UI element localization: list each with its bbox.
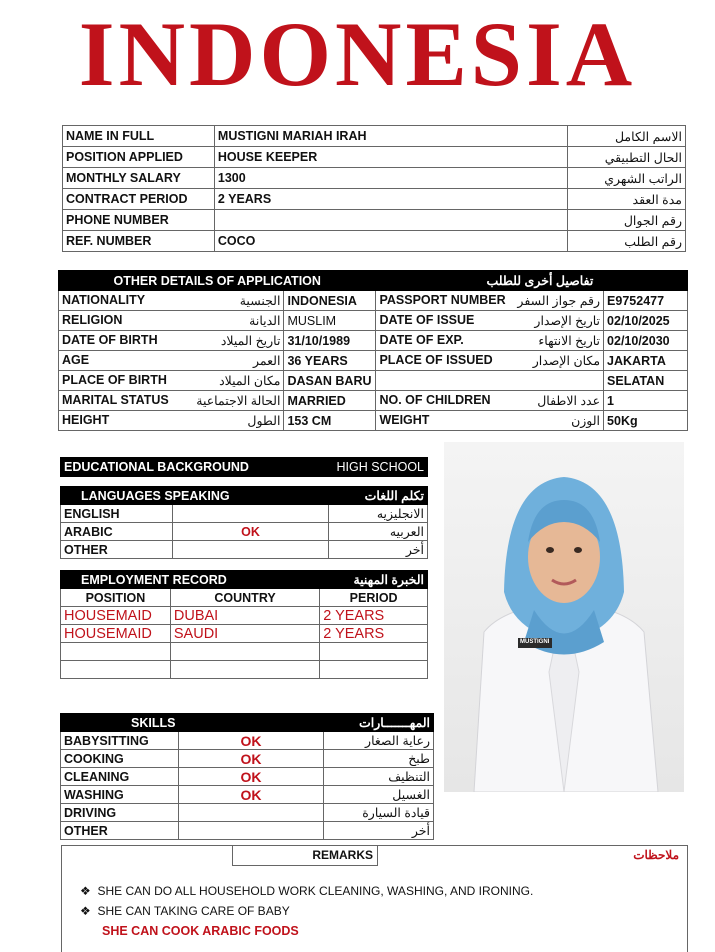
employment-row xyxy=(61,643,428,661)
remarks-highlight: SHE CAN COOK ARABIC FOODS xyxy=(102,924,299,938)
name-badge: MUSTIGNI xyxy=(520,639,550,645)
detail-label: MARITAL STATUS xyxy=(62,393,169,407)
other-details-row xyxy=(59,391,688,411)
other-details-row xyxy=(59,311,688,331)
detail-label-cell xyxy=(59,411,284,431)
applicant-row xyxy=(63,210,686,231)
detail-label: AGE xyxy=(62,353,90,367)
applicant-row xyxy=(63,189,686,210)
detail-label-cell xyxy=(376,411,604,431)
field-label-ar: الراتب الشهري xyxy=(568,168,686,189)
field-label: NAME IN FULL xyxy=(63,126,215,147)
field-value: MUSTIGNI MARIAH IRAH xyxy=(214,126,567,147)
skill-name-ar: رعاية الصغار xyxy=(324,732,434,750)
skill-level xyxy=(178,804,323,822)
skill-level: OK xyxy=(178,768,323,786)
field-label: POSITION APPLIED xyxy=(63,147,215,168)
detail-label-cell xyxy=(376,371,604,391)
field-value xyxy=(214,210,567,231)
detail-label-cell xyxy=(376,311,604,331)
employment-cell: DUBAI xyxy=(170,607,319,625)
detail-label: DATE OF ISSUE xyxy=(379,313,475,327)
skill-name: COOKING xyxy=(61,750,179,768)
detail-label-ar: تاريخ الإصدار xyxy=(534,314,601,328)
skill-name-ar: الغسيل xyxy=(324,786,434,804)
other-details-row xyxy=(59,371,688,391)
detail-label-ar: الديانة xyxy=(249,314,281,328)
applicant-row xyxy=(63,231,686,252)
remarks-item: ❖ SHE CAN TAKING CARE OF BABY xyxy=(80,904,290,918)
skills-header: SKILLS xyxy=(61,714,324,732)
employment-table xyxy=(60,570,428,679)
bullet-icon: ❖ xyxy=(80,904,91,918)
language-row xyxy=(61,505,428,523)
detail-label: DATE OF EXP. xyxy=(379,333,464,347)
other-details-header-ar: تفاصيل أخرى للطلب xyxy=(376,271,688,291)
detail-label-cell xyxy=(59,311,284,331)
detail-label-cell xyxy=(59,291,284,311)
employment-cell: 2 YEARS xyxy=(320,625,428,643)
skill-name-ar: التنظيف xyxy=(324,768,434,786)
detail-label-cell xyxy=(376,291,604,311)
language-row xyxy=(61,523,428,541)
skill-name: CLEANING xyxy=(61,768,179,786)
employment-cell xyxy=(170,661,319,679)
detail-value: INDONESIA xyxy=(284,291,376,311)
employment-columns xyxy=(61,589,428,607)
skill-row xyxy=(61,750,434,768)
employment-row xyxy=(61,607,428,625)
skill-name: DRIVING xyxy=(61,804,179,822)
other-details-row xyxy=(59,291,688,311)
employment-cell xyxy=(320,643,428,661)
other-details-row xyxy=(59,351,688,371)
detail-label-cell xyxy=(376,391,604,411)
applicant-table xyxy=(62,125,686,252)
detail-label: DATE OF BIRTH xyxy=(62,333,158,347)
skill-name: BABYSITTING xyxy=(61,732,179,750)
skill-name: OTHER xyxy=(61,822,179,840)
languages-header-ar: تكلم اللغات xyxy=(329,487,428,505)
employment-cell: HOUSEMAID xyxy=(61,607,171,625)
skill-name-ar: أخر xyxy=(324,822,434,840)
detail-value: 50Kg xyxy=(604,411,688,431)
detail-label: RELIGION xyxy=(62,313,123,327)
employment-cell: SAUDI xyxy=(170,625,319,643)
detail-label-cell xyxy=(59,371,284,391)
language-name-ar: أخر xyxy=(329,541,428,559)
detail-label-cell xyxy=(376,331,604,351)
detail-label-ar: العمر xyxy=(253,354,281,368)
column-header: COUNTRY xyxy=(170,589,319,607)
detail-value: 36 YEARS xyxy=(284,351,376,371)
detail-label-ar: الجنسية xyxy=(239,294,281,308)
detail-label-ar: الحالة الاجتماعية xyxy=(196,394,281,408)
field-label-ar: رقم الطلب xyxy=(568,231,686,252)
remarks-header: REMARKS xyxy=(232,846,378,866)
employment-cell xyxy=(170,643,319,661)
detail-label-ar: الوزن xyxy=(571,414,601,428)
detail-label-ar: تاريخ الميلاد xyxy=(220,334,281,348)
detail-label-cell xyxy=(59,391,284,411)
detail-value: DASAN BARU xyxy=(284,371,376,391)
field-value: 1300 xyxy=(214,168,567,189)
detail-label-cell xyxy=(376,351,604,371)
detail-label-cell xyxy=(59,331,284,351)
applicant-row xyxy=(63,168,686,189)
skills-table xyxy=(60,713,434,840)
remarks-list xyxy=(80,884,533,938)
detail-label: NATIONALITY xyxy=(62,293,146,307)
field-value: 2 YEARS xyxy=(214,189,567,210)
column-header: PERIOD xyxy=(320,589,428,607)
detail-label-ar: مكان الميلاد xyxy=(219,374,281,388)
other-details-row xyxy=(59,411,688,431)
detail-label: HEIGHT xyxy=(62,413,110,427)
language-level xyxy=(172,541,328,559)
detail-value: MUSLIM xyxy=(284,311,376,331)
language-row xyxy=(61,541,428,559)
field-label: REF. NUMBER xyxy=(63,231,215,252)
languages-table xyxy=(60,486,428,559)
other-details-table xyxy=(58,270,688,431)
skill-name-ar: طبخ xyxy=(324,750,434,768)
detail-label: PLACE OF ISSUED xyxy=(379,353,493,367)
employment-cell xyxy=(61,643,171,661)
field-label: MONTHLY SALARY xyxy=(63,168,215,189)
other-details-header: OTHER DETAILS OF APPLICATION xyxy=(59,271,376,291)
skill-row xyxy=(61,786,434,804)
education-label: EDUCATIONAL BACKGROUND xyxy=(61,458,307,477)
employment-cell xyxy=(320,661,428,679)
skill-level xyxy=(178,822,323,840)
education-table xyxy=(60,457,428,477)
applicant-portrait xyxy=(444,442,684,792)
detail-value: 02/10/2025 xyxy=(604,311,688,331)
field-label-ar: رقم الجوال xyxy=(568,210,686,231)
detail-label: PASSPORT NUMBER xyxy=(379,293,506,307)
skill-name: WASHING xyxy=(61,786,179,804)
employment-header-ar: الخبرة المهنية xyxy=(320,571,428,589)
detail-label: WEIGHT xyxy=(379,413,430,427)
detail-label-cell xyxy=(59,351,284,371)
detail-value: 1 xyxy=(604,391,688,411)
employment-header: EMPLOYMENT RECORD xyxy=(61,571,320,589)
detail-label-ar: رقم جواز السفر xyxy=(517,294,601,308)
detail-label-ar: مكان الإصدار xyxy=(532,354,601,368)
detail-label: NO. OF CHILDREN xyxy=(379,393,491,407)
detail-label: PLACE OF BIRTH xyxy=(62,373,167,387)
detail-value: SELATAN xyxy=(604,371,688,391)
skill-row xyxy=(61,768,434,786)
field-label-ar: الحال التطبيقي xyxy=(568,147,686,168)
education-value: HIGH SCHOOL xyxy=(306,458,427,477)
field-label: PHONE NUMBER xyxy=(63,210,215,231)
field-value: COCO xyxy=(214,231,567,252)
skill-name-ar: قيادة السيارة xyxy=(324,804,434,822)
employment-row xyxy=(61,661,428,679)
bullet-icon: ❖ xyxy=(80,884,91,898)
remarks-header-ar: ملاحظات xyxy=(633,848,679,862)
page-title: INDONESIA xyxy=(78,3,637,105)
field-label: CONTRACT PERIOD xyxy=(63,189,215,210)
languages-header: LANGUAGES SPEAKING xyxy=(61,487,329,505)
detail-value: JAKARTA xyxy=(604,351,688,371)
employment-cell xyxy=(61,661,171,679)
detail-value: 31/10/1989 xyxy=(284,331,376,351)
skill-level: OK xyxy=(178,732,323,750)
field-label-ar: الاسم الكامل xyxy=(568,126,686,147)
other-details-row xyxy=(59,331,688,351)
detail-label-ar: تاريخ الانتهاء xyxy=(538,334,601,348)
applicant-row xyxy=(63,147,686,168)
detail-value: MARRIED xyxy=(284,391,376,411)
column-header: POSITION xyxy=(61,589,171,607)
applicant-row xyxy=(63,126,686,147)
employment-cell: 2 YEARS xyxy=(320,607,428,625)
detail-label-ar: الطول xyxy=(247,414,281,428)
language-level: OK xyxy=(172,523,328,541)
language-name: ENGLISH xyxy=(61,505,173,523)
skill-row xyxy=(61,822,434,840)
detail-value: E9752477 xyxy=(604,291,688,311)
field-label-ar: مدة العقد xyxy=(568,189,686,210)
language-name: ARABIC xyxy=(61,523,173,541)
skill-row xyxy=(61,804,434,822)
language-name: OTHER xyxy=(61,541,173,559)
remarks-item: ❖ SHE CAN DO ALL HOUSEHOLD WORK CLEANING, WASHING, AND IRONING. xyxy=(80,884,534,898)
language-name-ar: الانجليزيه xyxy=(329,505,428,523)
field-value: HOUSE KEEPER xyxy=(214,147,567,168)
employment-cell: HOUSEMAID xyxy=(61,625,171,643)
skill-level: OK xyxy=(178,786,323,804)
remarks-section xyxy=(61,845,688,952)
language-name-ar: العربيه xyxy=(329,523,428,541)
detail-value: 153 CM xyxy=(284,411,376,431)
applicant-photo xyxy=(444,442,684,792)
skills-header-ar: المهـــــــارات xyxy=(324,714,434,732)
language-level xyxy=(172,505,328,523)
employment-row xyxy=(61,625,428,643)
skill-row xyxy=(61,732,434,750)
detail-label-ar: عدد الاطفال xyxy=(537,394,601,408)
detail-value: 02/10/2030 xyxy=(604,331,688,351)
skill-level: OK xyxy=(178,750,323,768)
